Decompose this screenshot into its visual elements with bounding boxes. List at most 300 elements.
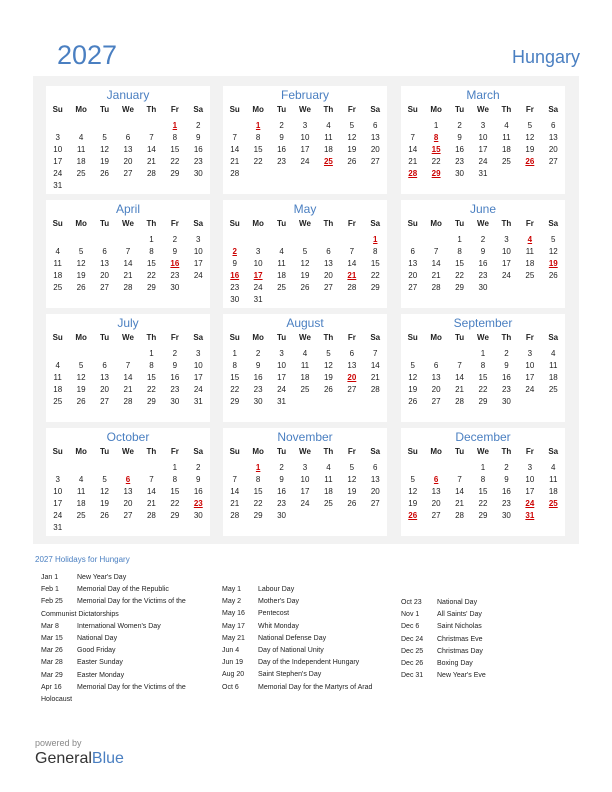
day-cell: 16	[478, 259, 488, 268]
day-cell: 13	[370, 475, 380, 484]
month-name: February	[280, 88, 330, 102]
day-cell: 20	[370, 145, 380, 154]
day-grid	[401, 120, 565, 180]
weekday-label: Sa	[548, 447, 559, 456]
day-cell: 11	[277, 259, 286, 268]
holiday-day-cell: 8	[433, 133, 439, 142]
holiday-date: May 2	[222, 598, 242, 606]
day-cell: 20	[548, 145, 558, 154]
day-cell: 5	[326, 349, 331, 358]
weekday-label: Fr	[170, 333, 179, 342]
day-cell: 4	[326, 463, 331, 472]
day-empty	[401, 462, 424, 474]
day-cell: 11	[549, 475, 558, 484]
day-cell: 3	[302, 463, 308, 472]
holiday-day-cell: 17	[253, 271, 263, 280]
day-cell: 18	[548, 487, 558, 496]
holiday-date: May 17	[222, 622, 245, 630]
day-cell: 9	[480, 247, 486, 256]
day-cell: 23	[193, 157, 203, 166]
day-cell: 19	[76, 271, 86, 280]
month-january	[46, 86, 210, 194]
day-cell: 2	[504, 463, 509, 472]
day-cell: 20	[431, 499, 441, 508]
day-cell: 5	[78, 361, 84, 370]
month-may	[223, 200, 387, 308]
day-cell: 8	[255, 475, 261, 484]
weekday-label: Th	[323, 105, 334, 114]
weekday-label: Fr	[525, 333, 534, 342]
day-cell: 7	[373, 349, 378, 358]
day-cell: 2	[255, 349, 261, 358]
holiday-date: Jan 1	[41, 574, 59, 581]
day-cell: 10	[253, 259, 263, 268]
day-cell: 7	[433, 247, 439, 256]
day-cell: 1	[149, 235, 154, 244]
day-cell: 22	[478, 499, 488, 508]
day-cell: 20	[408, 271, 418, 280]
weekday-label: Tu	[276, 333, 287, 342]
holiday-day-cell: 2	[232, 247, 237, 256]
day-cell: 12	[300, 259, 310, 268]
day-cell: 16	[277, 145, 287, 154]
day-cell: 2	[172, 349, 178, 358]
day-cell: 7	[232, 475, 237, 484]
day-empty	[69, 462, 92, 474]
day-cell: 23	[277, 499, 287, 508]
day-cell: 18	[300, 373, 310, 382]
holiday-row	[222, 645, 372, 657]
day-cell: 25	[76, 511, 86, 520]
day-cell: 5	[527, 121, 533, 130]
day-cell: 29	[146, 397, 156, 406]
day-cell: 13	[431, 487, 441, 496]
day-grid	[46, 348, 210, 408]
day-cell: 13	[123, 487, 133, 496]
day-cell: 9	[279, 133, 284, 142]
day-empty	[46, 120, 69, 132]
day-cell: 6	[373, 121, 378, 130]
holiday-day-cell: 16	[170, 259, 180, 268]
day-empty	[317, 234, 340, 246]
day-empty	[401, 234, 424, 246]
weekday-header	[401, 219, 565, 228]
day-cell: 12	[548, 247, 558, 256]
holiday-row	[41, 584, 186, 596]
day-cell: 21	[455, 499, 465, 508]
month-name: July	[117, 316, 139, 330]
day-cell: 9	[196, 475, 201, 484]
day-cell: 18	[76, 499, 86, 508]
holiday-date: Dec 26	[401, 659, 424, 667]
holiday-name: Boxing Day	[437, 659, 473, 667]
day-cell: 28	[347, 283, 357, 292]
day-cell: 15	[478, 487, 488, 496]
holiday-date: Nov 1	[401, 611, 420, 619]
holiday-name: National Day	[437, 599, 478, 606]
day-cell: 25	[277, 283, 287, 292]
weekday-label: Fr	[525, 105, 534, 114]
weekday-header	[46, 333, 210, 342]
day-cell: 26	[408, 397, 418, 406]
month-april	[46, 200, 210, 308]
holiday-name: Whit Monday	[258, 622, 299, 630]
holiday-name: Holocaust	[41, 695, 73, 703]
holiday-row	[222, 682, 372, 694]
day-cell: 1	[149, 349, 154, 358]
day-cell: 3	[480, 121, 486, 130]
weekday-label: Su	[407, 105, 418, 114]
holiday-name: National Day	[77, 634, 118, 642]
holiday-name: Day of the Independent Hungary	[258, 659, 360, 667]
weekday-label: Sa	[193, 447, 204, 456]
day-empty	[93, 462, 116, 474]
weekday-label: We	[477, 105, 489, 114]
day-cell: 29	[230, 397, 240, 406]
day-grid	[46, 462, 210, 534]
day-empty	[93, 348, 116, 360]
month-name: June	[469, 202, 497, 216]
weekday-label: Sa	[548, 105, 559, 114]
day-cell: 19	[323, 373, 333, 382]
day-cell: 23	[455, 157, 465, 166]
weekday-label: Fr	[347, 105, 356, 114]
weekday-label: Fr	[170, 105, 179, 114]
day-cell: 18	[53, 271, 63, 280]
day-cell: 18	[53, 385, 63, 394]
day-cell: 23	[277, 157, 287, 166]
day-cell: 2	[196, 463, 201, 472]
weekday-label: Tu	[99, 105, 110, 114]
holiday-day-cell: 26	[408, 511, 418, 520]
day-cell: 6	[349, 349, 355, 358]
day-cell: 27	[431, 511, 441, 520]
day-cell: 12	[100, 145, 110, 154]
day-cell: 7	[349, 247, 355, 256]
holiday-name: Memorial Day for the Martyrs of Arad	[258, 683, 373, 691]
weekday-label: We	[122, 219, 134, 228]
day-cell: 7	[149, 133, 154, 142]
holiday-name: National Defense Day	[258, 634, 327, 642]
day-cell: 28	[123, 283, 133, 292]
day-cell: 18	[501, 145, 511, 154]
weekday-label: We	[122, 105, 134, 114]
day-cell: 6	[102, 361, 107, 370]
weekday-label: Fr	[525, 447, 534, 456]
day-cell: 10	[300, 133, 310, 142]
day-cell: 5	[349, 463, 355, 472]
calendar-panel	[33, 76, 579, 544]
weekday-label: Fr	[347, 333, 356, 342]
weekday-label: Sa	[193, 219, 204, 228]
day-cell: 14	[146, 487, 156, 496]
day-cell: 15	[146, 373, 156, 382]
day-empty	[116, 234, 139, 246]
day-cell: 1	[232, 349, 237, 358]
weekday-label: We	[122, 333, 134, 342]
day-cell: 16	[277, 487, 287, 496]
day-cell: 4	[551, 463, 556, 472]
day-cell: 28	[146, 511, 156, 520]
month-february	[223, 86, 387, 194]
day-cell: 9	[172, 361, 178, 370]
holiday-day-cell: 26	[525, 157, 535, 166]
holiday-day-cell: 25	[323, 157, 333, 166]
day-cell: 9	[457, 133, 462, 142]
day-cell: 11	[324, 133, 333, 142]
day-cell: 12	[408, 487, 418, 496]
day-cell: 26	[300, 283, 310, 292]
day-cell: 21	[431, 271, 441, 280]
day-cell: 28	[455, 397, 465, 406]
day-cell: 26	[347, 157, 357, 166]
day-cell: 15	[370, 259, 380, 268]
weekday-label: Tu	[454, 105, 465, 114]
day-cell: 14	[123, 259, 133, 268]
day-cell: 10	[193, 361, 203, 370]
day-cell: 12	[100, 487, 110, 496]
holiday-row	[222, 621, 372, 633]
day-cell: 19	[300, 271, 310, 280]
weekday-label: Fr	[170, 219, 179, 228]
weekday-label: We	[299, 447, 311, 456]
weekday-label: Su	[407, 333, 418, 342]
day-cell: 5	[102, 475, 107, 484]
day-cell: 27	[370, 499, 380, 508]
day-grid	[401, 234, 565, 294]
day-cell: 19	[100, 499, 110, 508]
day-cell: 28	[431, 283, 441, 292]
holiday-name: Labour Day	[258, 586, 295, 593]
day-cell: 8	[149, 247, 154, 256]
day-cell: 25	[548, 385, 558, 394]
holiday-day-cell: 1	[255, 463, 261, 472]
month-july	[46, 314, 210, 422]
day-cell: 22	[431, 157, 441, 166]
day-cell: 28	[230, 511, 240, 520]
brand-logo	[35, 750, 124, 768]
holiday-row	[222, 633, 372, 645]
day-cell: 11	[53, 373, 62, 382]
day-cell: 29	[478, 511, 488, 520]
day-cell: 20	[370, 487, 380, 496]
day-cell: 10	[193, 247, 203, 256]
day-cell: 17	[525, 487, 535, 496]
day-empty	[246, 234, 269, 246]
day-cell: 24	[277, 385, 287, 394]
day-cell: 14	[455, 487, 465, 496]
day-grid	[46, 234, 210, 294]
day-cell: 2	[279, 463, 284, 472]
weekday-label: Mo	[75, 105, 87, 114]
day-cell: 16	[193, 145, 203, 154]
day-cell: 13	[548, 133, 558, 142]
day-empty	[401, 348, 424, 360]
weekday-label: We	[477, 333, 489, 342]
day-cell: 20	[123, 157, 133, 166]
holiday-day-cell: 4	[527, 235, 533, 244]
day-empty	[270, 234, 293, 246]
day-empty	[223, 234, 246, 246]
day-cell: 8	[480, 361, 486, 370]
day-grid	[223, 462, 387, 522]
holiday-date: Apr 16	[41, 683, 62, 691]
day-cell: 3	[527, 349, 533, 358]
day-cell: 11	[525, 247, 534, 256]
holiday-name: Pentecost	[258, 610, 290, 618]
day-cell: 30	[170, 397, 180, 406]
day-cell: 17	[300, 487, 310, 496]
day-cell: 22	[146, 385, 156, 394]
day-cell: 6	[551, 121, 556, 130]
day-cell: 27	[370, 157, 380, 166]
day-cell: 9	[279, 475, 284, 484]
day-cell: 19	[76, 385, 86, 394]
holiday-date: May 21	[222, 634, 245, 642]
holiday-day-cell: 29	[431, 169, 441, 178]
day-cell: 10	[525, 475, 535, 484]
weekday-label: Su	[407, 219, 418, 228]
holiday-date: Jun 4	[222, 646, 240, 654]
day-cell: 11	[549, 361, 558, 370]
day-cell: 25	[300, 385, 310, 394]
day-cell: 24	[53, 169, 63, 178]
day-cell: 30	[501, 511, 511, 520]
day-cell: 21	[123, 385, 133, 394]
day-empty	[46, 234, 69, 246]
day-cell: 12	[408, 373, 418, 382]
weekday-label: Mo	[252, 219, 264, 228]
weekday-label: Th	[501, 105, 512, 114]
day-empty	[223, 462, 246, 474]
weekday-header	[46, 219, 210, 228]
day-cell: 4	[279, 247, 284, 256]
weekday-label: Mo	[430, 105, 442, 114]
weekday-label: Mo	[252, 333, 264, 342]
day-cell: 21	[146, 499, 156, 508]
weekday-header	[223, 333, 387, 342]
weekday-label: Su	[229, 105, 240, 114]
day-cell: 7	[457, 361, 462, 370]
holiday-date: Mar 15	[41, 634, 63, 642]
holiday-date: Mar 8	[41, 622, 59, 630]
day-cell: 12	[76, 373, 86, 382]
year-title: 2027	[57, 40, 118, 70]
day-cell: 25	[53, 283, 63, 292]
day-cell: 12	[347, 475, 357, 484]
holiday-date: May 1	[222, 586, 242, 593]
month-name: October	[106, 430, 150, 444]
day-cell: 5	[410, 475, 415, 484]
day-empty	[46, 348, 69, 360]
weekday-label: Tu	[99, 219, 110, 228]
day-cell: 13	[323, 259, 333, 268]
brand-text-general: General	[35, 750, 92, 767]
weekday-label: Tu	[99, 333, 110, 342]
day-cell: 9	[504, 361, 509, 370]
day-cell: 14	[146, 145, 156, 154]
day-cell: 21	[123, 271, 133, 280]
holiday-name: Saint Nicholas	[437, 623, 482, 631]
day-cell: 14	[370, 361, 380, 370]
weekday-label: Fr	[347, 219, 356, 228]
weekday-label: Fr	[525, 219, 534, 228]
weekday-header	[401, 105, 565, 114]
day-cell: 4	[551, 349, 556, 358]
day-cell: 20	[100, 385, 110, 394]
weekday-label: Sa	[370, 333, 381, 342]
weekday-label: Sa	[370, 105, 381, 114]
day-empty	[116, 348, 139, 360]
day-cell: 12	[525, 133, 535, 142]
day-cell: 6	[125, 133, 131, 142]
day-cell: 11	[502, 133, 511, 142]
day-cell: 26	[347, 499, 357, 508]
day-cell: 31	[193, 397, 203, 406]
day-cell: 8	[457, 247, 462, 256]
day-cell: 11	[324, 475, 333, 484]
day-cell: 24	[501, 271, 511, 280]
weekday-label: Th	[146, 333, 157, 342]
weekday-label: Mo	[430, 333, 442, 342]
weekday-header	[46, 105, 210, 114]
holiday-day-cell: 6	[125, 475, 131, 484]
day-cell: 8	[172, 475, 178, 484]
day-cell: 21	[146, 157, 156, 166]
day-cell: 14	[123, 373, 133, 382]
day-cell: 20	[431, 385, 441, 394]
weekday-label: We	[477, 219, 489, 228]
weekday-header	[223, 219, 387, 228]
day-cell: 10	[300, 475, 310, 484]
day-cell: 24	[525, 385, 535, 394]
day-empty	[93, 120, 116, 132]
day-cell: 24	[193, 385, 203, 394]
day-cell: 7	[149, 475, 154, 484]
month-name: December	[455, 430, 511, 444]
holiday-day-cell: 20	[347, 373, 357, 382]
holiday-date: May 16	[222, 610, 245, 618]
day-cell: 21	[370, 373, 380, 382]
day-cell: 26	[323, 385, 333, 394]
holiday-row	[222, 657, 372, 669]
day-cell: 26	[548, 271, 558, 280]
day-cell: 31	[478, 169, 488, 178]
holiday-row	[41, 633, 186, 645]
day-cell: 24	[478, 157, 488, 166]
day-cell: 16	[253, 373, 263, 382]
day-cell: 11	[53, 259, 62, 268]
day-cell: 16	[170, 373, 180, 382]
month-name: November	[277, 430, 333, 444]
day-cell: 22	[230, 385, 240, 394]
day-cell: 28	[146, 169, 156, 178]
day-cell: 30	[193, 511, 203, 520]
holiday-name: Easter Monday	[77, 671, 125, 679]
day-cell: 8	[255, 133, 261, 142]
day-cell: 25	[76, 169, 86, 178]
day-cell: 15	[146, 259, 156, 268]
weekday-label: Tu	[99, 447, 110, 456]
day-cell: 16	[193, 487, 203, 496]
weekday-label: Tu	[276, 105, 287, 114]
day-cell: 24	[253, 283, 263, 292]
holiday-row	[401, 646, 486, 658]
weekday-label: Sa	[193, 333, 204, 342]
day-empty	[340, 234, 363, 246]
weekday-header	[401, 447, 565, 456]
day-cell: 27	[123, 511, 133, 520]
